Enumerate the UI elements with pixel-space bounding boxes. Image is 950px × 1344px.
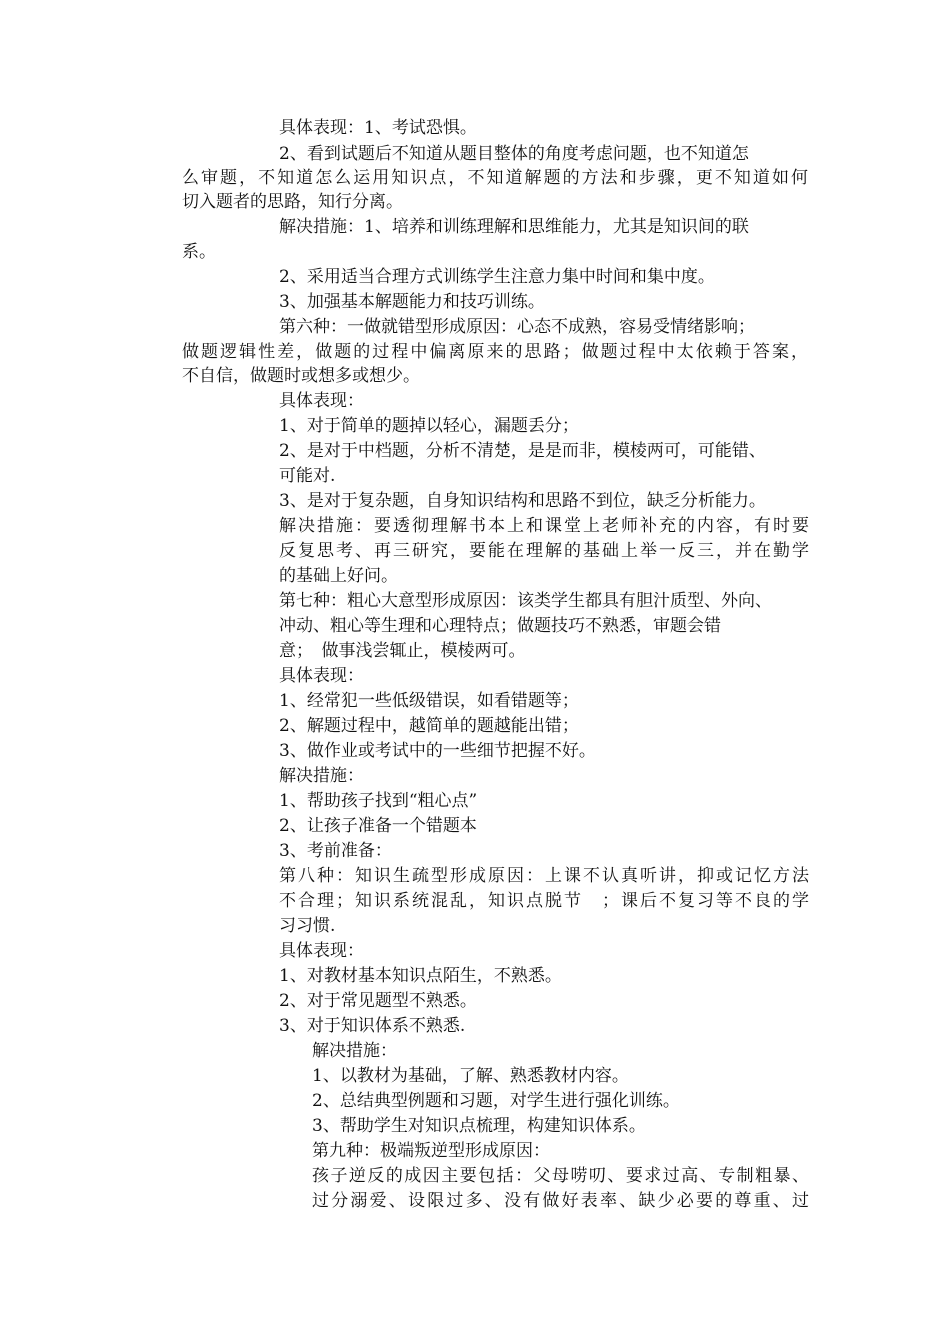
text-line: 2、总结典型例题和习题，对学生进行强化训练。 — [312, 1091, 680, 1111]
text-line: 第九种：极端叛逆型形成原因： — [312, 1141, 550, 1161]
text-line: 过分溺爱、设限过多、没有做好表率、缺少必要的尊重、过 — [312, 1191, 809, 1211]
text-line: 不自信，做题时或想多或想少。 — [182, 366, 420, 386]
text-line: 意； 做事浅尝辄止，模棱两可。 — [279, 641, 526, 661]
text-line: 3、帮助学生对知识点梳理，构建知识体系。 — [312, 1116, 646, 1136]
text-line: 2、让孩子准备一个错题本 — [279, 816, 477, 836]
text-line: 3、是对于复杂题，自身知识结构和思路不到位，缺乏分析能力。 — [279, 491, 766, 511]
text-line: 2、解题过程中，越简单的题越能出错； — [279, 716, 579, 736]
text-line: 解决措施： — [279, 766, 364, 786]
text-line: 解决措施：1、培养和训练理解和思维能力，尤其是知识间的联 — [279, 217, 749, 237]
text-line: 3、加强基本解题能力和技巧训练。 — [279, 292, 545, 312]
text-line: 习习惯. — [279, 916, 336, 936]
text-line: 切入题者的思路，知行分离。 — [182, 192, 403, 212]
text-line: 的基础上好问。 — [279, 566, 398, 586]
text-line: 第七种：粗心大意型形成原因：该类学生都具有胆汁质型、外向、 — [279, 591, 772, 611]
text-line: 做题逻辑性差，做题的过程中偏离原来的思路；做题过程中太依赖于答案， — [182, 342, 808, 362]
text-line: 2、采用适当合理方式训练学生注意力集中时间和集中度。 — [279, 267, 715, 287]
text-line: 2、是对于中档题，分析不清楚，是是而非，模棱两可，可能错、 — [279, 441, 766, 461]
text-line: 3、做作业或考试中的一些细节把握不好。 — [279, 741, 596, 761]
text-line: 具体表现： — [279, 666, 364, 686]
text-line: 孩子逆反的成因主要包括：父母唠叨、要求过高、专制粗暴、 — [312, 1166, 809, 1186]
text-line: 么审题，不知道怎么运用知识点，不知道解题的方法和步骤，更不知道如何 — [182, 168, 808, 188]
text-line: 2、对于常见题型不熟悉。 — [279, 991, 477, 1011]
text-line: 1、以教材为基础，了解、熟悉教材内容。 — [312, 1066, 629, 1086]
text-line: 3、考前准备： — [279, 841, 392, 861]
text-line: 1、帮助孩子找到“粗心点” — [279, 791, 478, 811]
text-line: 1、对于简单的题掉以轻心，漏题丢分； — [279, 416, 579, 436]
text-line: 系。 — [182, 242, 216, 262]
text-line: 可能对. — [279, 466, 336, 486]
text-line: 3、对于知识体系不熟悉. — [279, 1016, 466, 1036]
text-line: 第六种：一做就错型形成原因：心态不成熟，容易受情绪影响； — [279, 317, 755, 337]
text-line: 2、看到试题后不知道从题目整体的角度考虑问题，也不知道怎 — [279, 144, 749, 164]
text-line: 具体表现：1、考试恐惧。 — [279, 118, 477, 138]
text-line: 第八种：知识生疏型形成原因：上课不认真听讲，抑或记忆方法 — [279, 866, 809, 886]
text-line: 冲动、粗心等生理和心理特点；做题技巧不熟悉，审题会错 — [279, 616, 721, 636]
text-line: 具体表现： — [279, 941, 364, 961]
text-line: 1、对教材基本知识点陌生，不熟悉。 — [279, 966, 562, 986]
text-line: 不合理；知识系统混乱，知识点脱节 ；课后不复习等不良的学 — [279, 891, 809, 911]
text-line: 具体表现： — [279, 391, 364, 411]
text-line: 反复思考、再三研究，要能在理解的基础上举一反三，并在勤学 — [279, 541, 809, 561]
text-line: 解决措施： — [312, 1041, 397, 1061]
text-line: 解决措施：要透彻理解书本上和课堂上老师补充的内容，有时要 — [279, 516, 809, 536]
text-line: 1、经常犯一些低级错误，如看错题等； — [279, 691, 579, 711]
